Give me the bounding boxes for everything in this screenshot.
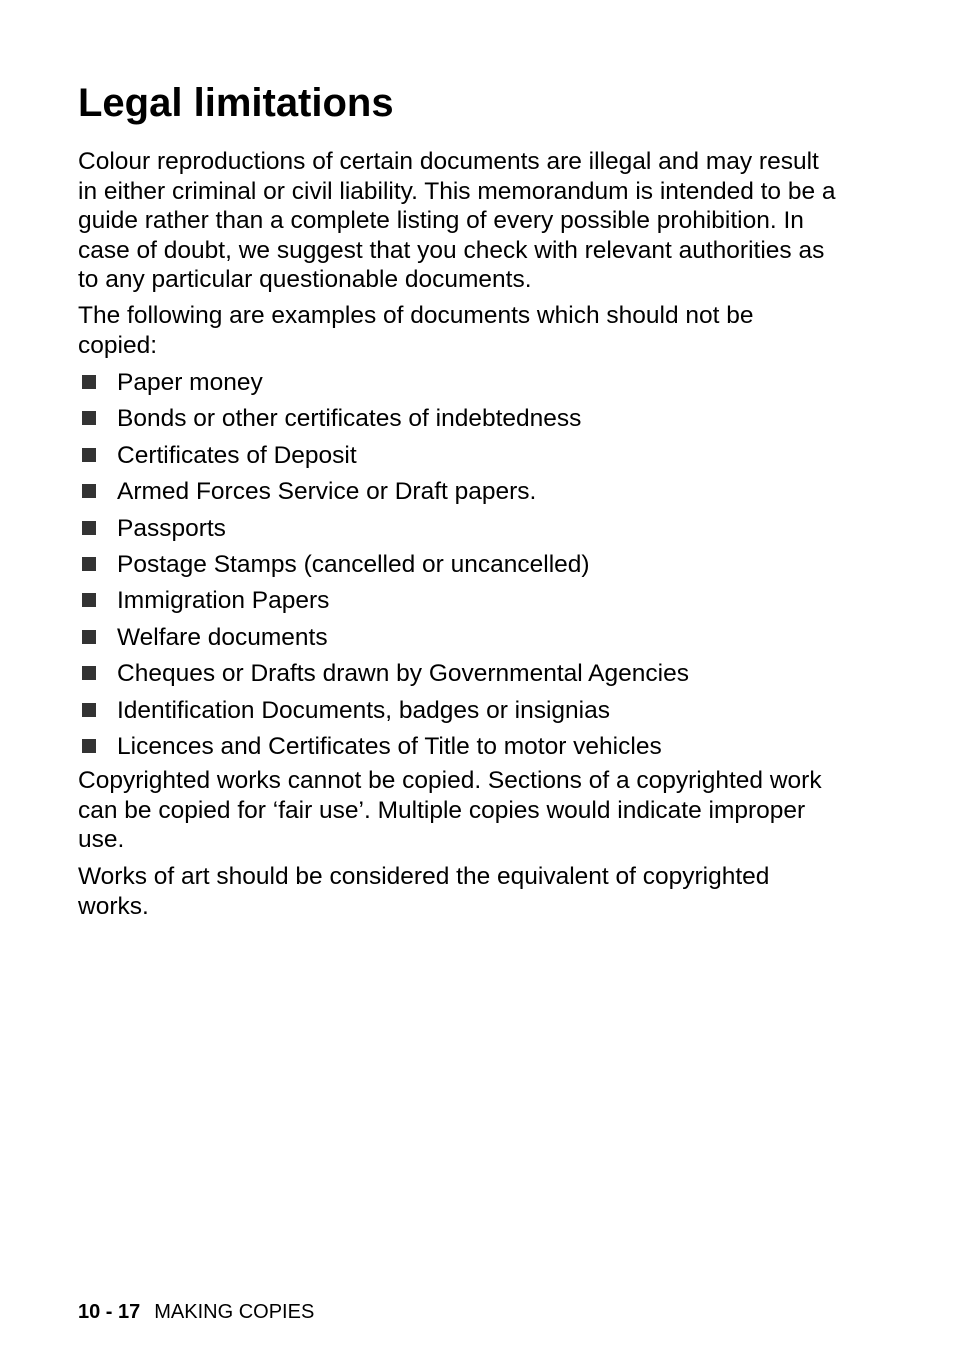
square-bullet-icon [82,739,96,753]
square-bullet-icon [82,666,96,680]
square-bullet-icon [82,593,96,607]
list-item [78,438,838,474]
prohibited-documents-list [78,365,838,765]
list-item [78,583,838,619]
list-item [78,474,838,510]
square-bullet-icon [82,557,96,571]
list-item [78,511,838,547]
list-item [78,401,838,437]
square-bullet-icon [82,448,96,462]
list-item [78,620,838,656]
square-bullet-icon [82,703,96,717]
list-item-label: Paper money [117,369,263,396]
square-bullet-icon [82,521,96,535]
list-item-label: Certificates of Deposit [117,441,357,469]
list-item-label: Identification Documents, badges or insignias [117,696,611,724]
list-item-label: Postage Stamps (cancelled or uncancelled) [117,550,590,578]
works-of-art-paragraph: Works of art should be considered the equivalent of copyrighted works. [78,863,770,920]
examples-intro-paragraph: The following are examples of documents which should not be copied: [78,302,754,359]
list-item-label: Passports [117,514,226,542]
list-item [78,656,838,692]
intro-paragraph: Colour reproductions of certain documents are illegal and may result in either criminal or civil liability. This memorandum is intended to be a guide rather than a complete listing of every possible prohibition. In case of doubt, we suggest that you check with relevant authorities as to any particular questionable documents. [78,148,836,294]
list-item [78,693,838,729]
page-number: 10 - 17 [78,1301,141,1323]
square-bullet-icon [82,411,96,425]
list-item-label: Welfare documents [117,623,328,651]
list-item [78,547,838,583]
square-bullet-icon [82,484,96,498]
list-item-label: Cheques or Drafts drawn by Governmental Agencies [117,660,689,688]
list-item-label: Bonds or other certificates of indebtedness [117,405,582,433]
section-name: MAKING COPIES [154,1301,315,1323]
list-item [78,729,838,765]
list-item [78,365,838,401]
page-title: Legal limitations [78,81,394,125]
copyright-paragraph: Copyrighted works cannot be copied. Sections of a copyrighted work can be copied for ‘fair use’. Multiple copies would indicate improper use. [78,767,822,854]
square-bullet-icon [82,375,96,389]
square-bullet-icon [82,630,96,644]
list-item-label: Licences and Certificates of Title to motor vehicles [117,732,662,760]
page-footer [78,1300,314,1324]
list-item-label: Armed Forces Service or Draft papers. [117,478,537,506]
list-item-label: Immigration Papers [117,587,330,615]
